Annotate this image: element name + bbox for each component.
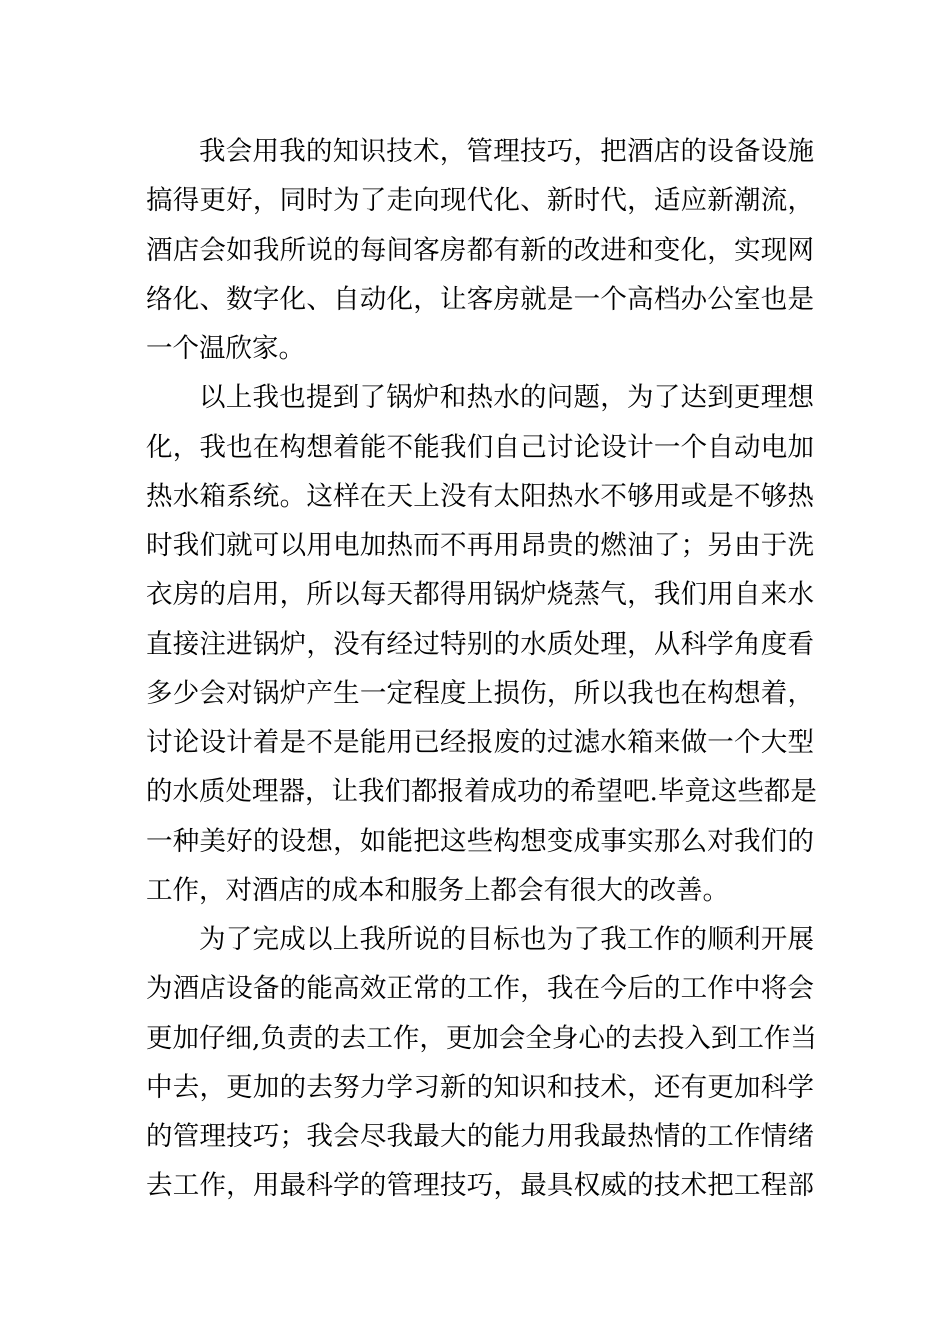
paragraph-3-line-2: 为酒店设备的能高效正常的工作，我在今后的工作中将会	[146, 973, 814, 1005]
paragraph-1-line-3: 酒店会如我所说的每间客房都有新的改进和变化，实现网	[146, 234, 814, 266]
paragraph-2-line-1: 以上我也提到了锅炉和热水的问题，为了达到更理想	[199, 382, 814, 414]
paragraph-2-line-10: 一种美好的设想，如能把这些构想变成事实那么对我们的	[146, 825, 814, 857]
document-body	[146, 127, 817, 1211]
paragraph-2-line-9: 的水质处理器，让我们都报着成功的希望吧.毕竟这些都是	[146, 776, 817, 808]
paragraph-2-line-4: 时我们就可以用电加热而不再用昂贵的燃油了；另由于洗	[146, 530, 814, 561]
paragraph-2-line-8: 讨论设计着是不是能用已经报废的过滤水箱来做一个大型	[146, 727, 814, 758]
paragraph-2-line-5: 衣房的启用，所以每天都得用锅炉烧蒸气，我们用自来水	[146, 579, 814, 611]
paragraph-1-line-1: 我会用我的知识技术，管理技巧，把酒店的设备设施	[199, 136, 814, 167]
paragraph-2-line-2: 化，我也在构想着能不能我们自己讨论设计一个自动电加	[146, 431, 814, 463]
paragraph-3-line-4: 中去，更加的去努力学习新的知识和技术，还有更加科学	[146, 1071, 814, 1103]
paragraph-1-line-4: 络化、数字化、自动化，让客房就是一个高档办公室也是	[146, 283, 814, 315]
paragraph-3-line-6: 去工作，用最科学的管理技巧，最具权威的技术把工程部	[146, 1170, 814, 1202]
paragraph-1-line-5: 一个温欣家。	[146, 333, 305, 364]
paragraph-2-line-11: 工作，对酒店的成本和服务上都会有很大的改善。	[146, 874, 729, 906]
paragraph-3-line-3: 更加仔细,负责的去工作，更加会全身心的去投入到工作当	[146, 1022, 817, 1054]
paragraph-2-line-6: 直接注进锅炉，没有经过特别的水质处理，从科学角度看	[146, 628, 814, 660]
paragraph-3-line-5: 的管理技巧；我会尽我最大的能力用我最热情的工作情绪	[146, 1121, 814, 1152]
paragraph-2-line-7: 多少会对锅炉产生一定程度上损伤，所以我也在构想着，	[146, 677, 814, 709]
paragraph-1-line-2: 搞得更好，同时为了走向现代化、新时代，适应新潮流，	[146, 185, 814, 217]
paragraph-3-line-1: 为了完成以上我所说的目标也为了我工作的顺利开展	[199, 924, 814, 955]
paragraph-2-line-3: 热水箱系统。这样在天上没有太阳热水不够用或是不够热	[146, 480, 814, 512]
